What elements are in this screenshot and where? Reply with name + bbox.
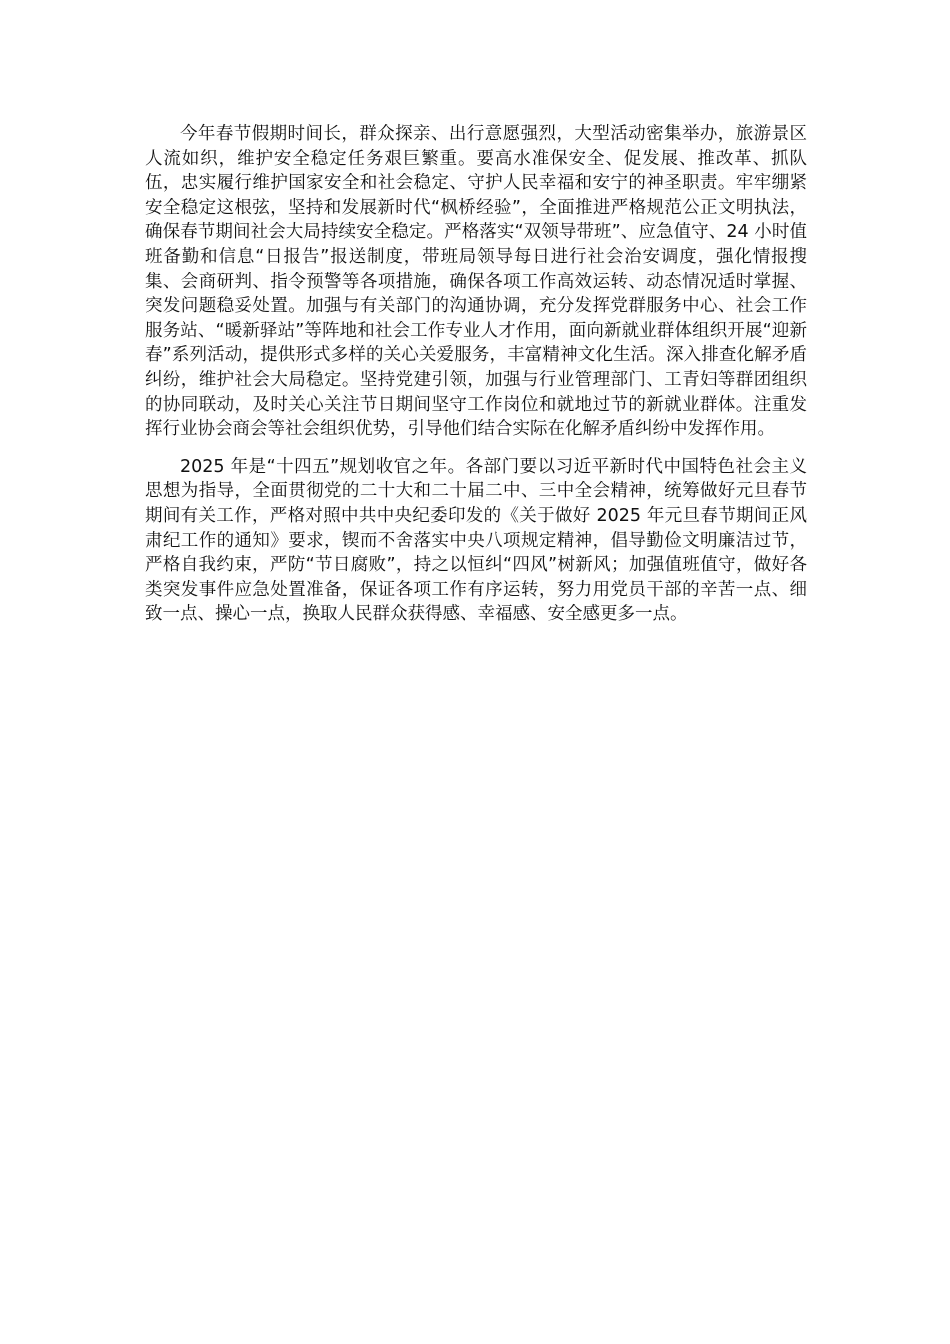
paragraph-discipline-2025: 2025 年是“十四五”规划收官之年。各部门要以习近平新时代中国特色社会主义思想为指导，全面贯彻党的二十大和二十届二中、三中全会精神，统筹做好元旦春节期间有关工作，严格对照中共中央纪委印发的《关于做好 2025 年元旦春节期间正风肃纪工作的通知》要求，锲而不舍落实中央八项规定精神，倡导勤俭文明廉洁过节，严格自我约束，严防“节日腐败”，持之以恒纠“四风”树新风；加强值班值守，做好各类突发事件应急处置准备，保证各项工作有序运转，努力用党员干部的辛苦一点、细致一点、操心一点，换取人民群众获得感、幸福感、安全感更多一点。 [145, 456, 807, 625]
document-body [145, 122, 807, 640]
paragraph-holiday-security: 今年春节假期时间长，群众探亲、出行意愿强烈，大型活动密集举办，旅游景区人流如织，维护安全稳定任务艰巨繁重。要高水准保安全、促发展、推改革、抓队伍，忠实履行维护国家安全和社会稳定、守护人民幸福和安宁的神圣职责。牢牢绷紧安全稳定这根弦，坚持和发展新时代“枫桥经验”，全面推进严格规范公正文明执法，确保春节期间社会大局持续安全稳定。严格落实“双领导带班”、应急值守、24 小时值班备勤和信息“日报告”报送制度，带班局领导每日进行社会治安调度，强化情报搜集、会商研判、指令预警等各项措施，确保各项工作高效运转、动态情况适时掌握、突发问题稳妥处置。加强与有关部门的沟通协调，充分发挥党群服务中心、社会工作服务站、“暖新驿站”等阵地和社会工作专业人才作用，面向新就业群体组织开展“迎新春”系列活动，提供形式多样的关心关爱服务，丰富精神文化生活。深入排查化解矛盾纠纷，维护社会大局稳定。坚持党建引领，加强与行业管理部门、工青妇等群团组织的协同联动，及时关心关注节日期间坚守工作岗位和就地过节的新就业群体。注重发挥行业协会商会等社会组织优势，引导他们结合实际在化解矛盾纠纷中发挥作用。 [145, 124, 807, 440]
